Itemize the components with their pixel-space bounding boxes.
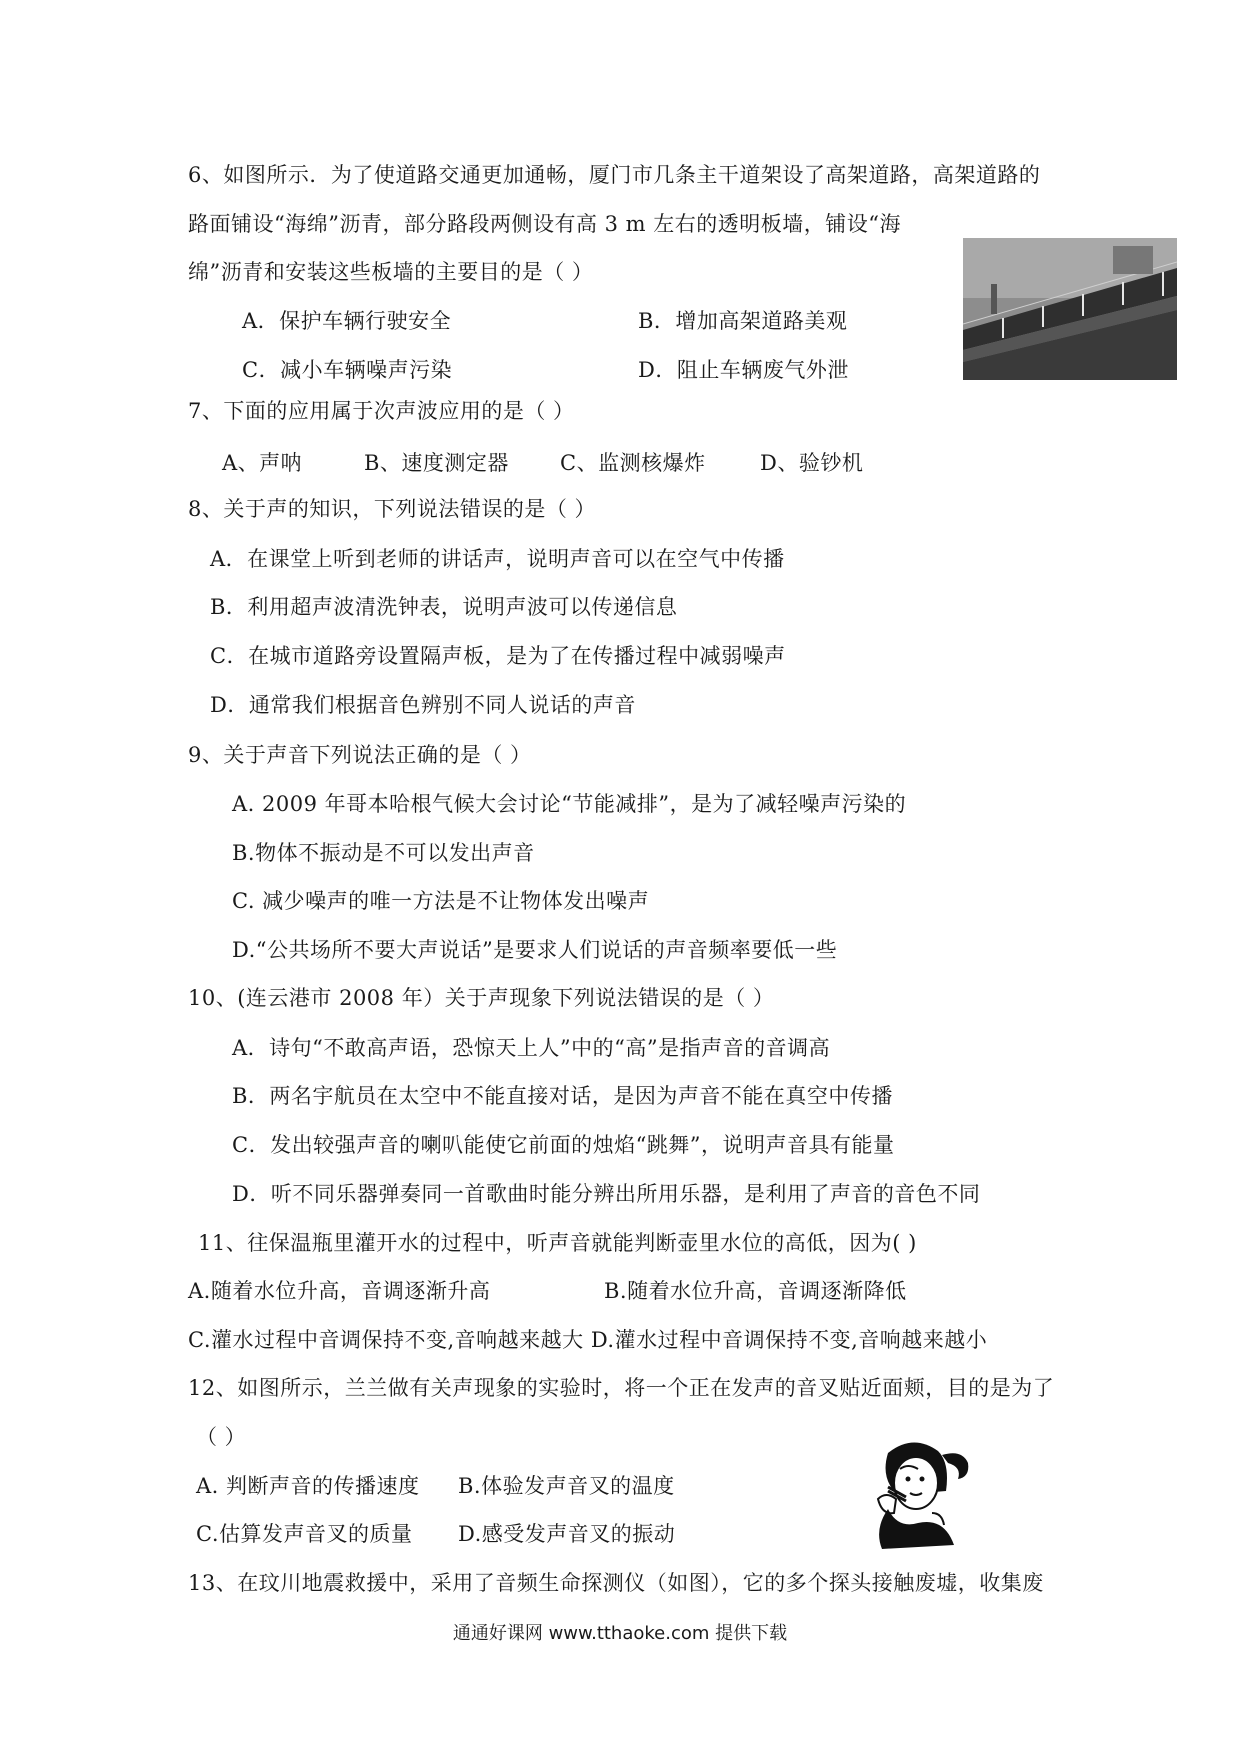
q10-option-b: B．两名宇航员在太空中不能直接对话，是因为声音不能在真空中传播 bbox=[232, 1084, 893, 1108]
q9-option-d: D.“公共场所不要大声说话”是要求人们说话的声音频率要低一些 bbox=[232, 938, 838, 962]
q6-option-a: A．保护车辆行驶安全 bbox=[242, 309, 452, 333]
q10-option-a: A．诗句“不敢高声语，恐惊天上人”中的“高”是指声音的音调高 bbox=[232, 1036, 831, 1060]
q8-option-d: D．通常我们根据音色辨别不同人说话的声音 bbox=[210, 693, 636, 717]
q9-option-b: B.物体不振动是不可以发出声音 bbox=[232, 841, 535, 865]
q13-stem: 13、在玟川地震救援中，采用了音频生命探测仪（如图），它的多个探头接触废墟，收集废 bbox=[188, 1571, 1044, 1595]
q12-option-a: A. 判断声音的传播速度 bbox=[196, 1474, 420, 1498]
q11-stem: 11、往保温瓶里灌开水的过程中，听声音就能判断壶里水位的高低，因为( ) bbox=[198, 1231, 917, 1255]
q6-stem-line-3: 绵”沥青和安装这些板墙的主要目的是（ ） bbox=[188, 260, 594, 284]
q8-option-b: B．利用超声波清洗钟表，说明声波可以传递信息 bbox=[210, 595, 678, 619]
q11-option-cd: C.灌水过程中音调保持不变,音响越来越大 D.灌水过程中音调保持不变,音响越来越小 bbox=[188, 1328, 988, 1352]
footer-source: 通通好课网 www.tthaoke.com 提供下载 bbox=[452, 1623, 788, 1644]
q8-option-a: A．在课堂上听到老师的讲话声，说明声音可以在空气中传播 bbox=[210, 547, 785, 571]
q12-stem: 12、如图所示，兰兰做有关声现象的实验时，将一个正在发声的音叉贴近面颊，目的是为了 bbox=[188, 1376, 1055, 1400]
q8-stem: 8、关于声的知识，下列说法错误的是（ ） bbox=[188, 497, 597, 521]
q12-option-b: B.体验发声音叉的温度 bbox=[458, 1474, 675, 1498]
q6-stem-line-2: 路面铺设“海绵”沥青，部分路段两侧设有高 3 m 左右的透明板墙，铺设“海 bbox=[188, 212, 902, 236]
q12-answer-paren: （ ） bbox=[196, 1425, 247, 1449]
q9-option-a: A. 2009 年哥本哈根气候大会讨论“节能减排”，是为了减轻噪声污染的 bbox=[232, 792, 907, 816]
q7-stem: 7、下面的应用属于次声波应用的是（ ） bbox=[188, 399, 575, 423]
q7-option-a: A、声呐 bbox=[222, 451, 303, 475]
q6-option-d: D．阻止车辆废气外泄 bbox=[638, 358, 849, 382]
q9-option-c: C. 减少噪声的唯一方法是不让物体发出噪声 bbox=[232, 889, 650, 913]
q6-stem-line-1: 6、如图所示．为了使道路交通更加通畅，厦门市几条主干道架设了高架道路，高架道路的 bbox=[188, 163, 1041, 187]
q6-option-c: C．减小车辆噪声污染 bbox=[242, 358, 453, 382]
girl-tuning-fork-figure bbox=[858, 1433, 978, 1551]
q7-option-c: C、监测核爆炸 bbox=[560, 451, 706, 475]
q8-option-c: C．在城市道路旁设置隔声板，是为了在传播过程中减弱噪声 bbox=[210, 644, 786, 668]
q6-option-b: B．增加高架道路美观 bbox=[638, 309, 848, 333]
q10-option-d: D．听不同乐器弹奏同一首歌曲时能分辨出所用乐器，是利用了声音的音色不同 bbox=[232, 1182, 981, 1206]
q9-stem: 9、关于声音下列说法正确的是（ ） bbox=[188, 743, 532, 767]
q10-stem: 10、(连云港市 2008 年）关于声现象下列说法错误的是（ ） bbox=[188, 986, 775, 1010]
elevated-road-photo bbox=[963, 238, 1177, 380]
q11-option-a: A.随着水位升高，音调逐渐升高 bbox=[188, 1279, 491, 1303]
q11-option-b: B.随着水位升高，音调逐渐降低 bbox=[604, 1279, 907, 1303]
q7-option-b: B、速度测定器 bbox=[364, 451, 509, 475]
q12-option-d: D.感受发声音叉的振动 bbox=[458, 1522, 676, 1546]
q12-option-c: C.估算发声音叉的质量 bbox=[196, 1522, 413, 1546]
q7-option-d: D、验钞机 bbox=[760, 451, 864, 475]
q10-option-c: C．发出较强声音的喇叭能使它前面的烛焰“跳舞”，说明声音具有能量 bbox=[232, 1133, 895, 1157]
